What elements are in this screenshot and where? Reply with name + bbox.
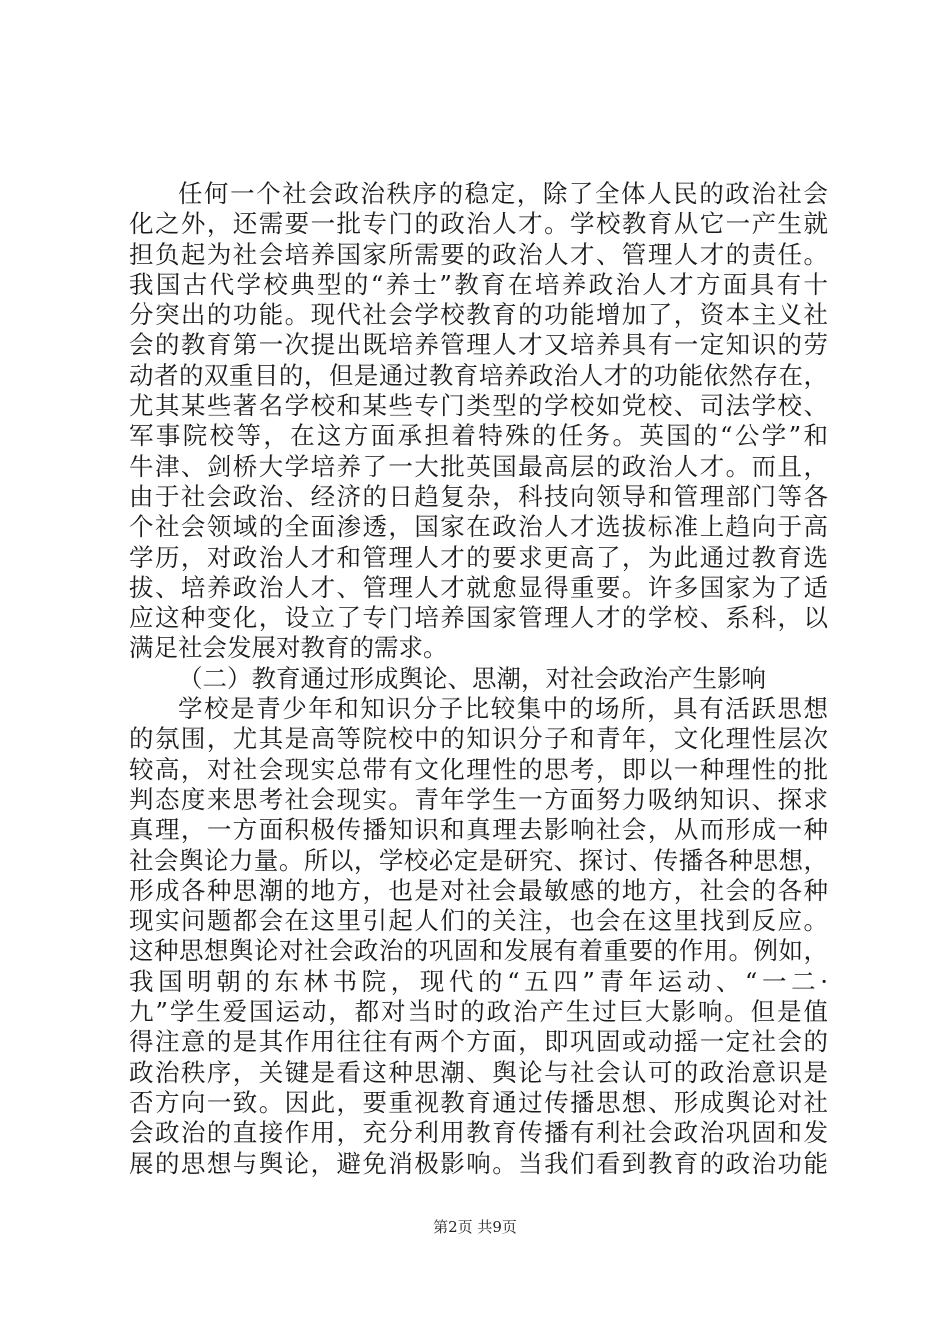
paragraph-1 [129,179,828,664]
text-line: 现实问题都会在这里引起人们的关注，也会在这里找到反应。 [129,906,828,936]
text-line: 学历，对政治人才和管理人才的要求更高了，为此通过教育选 [129,542,828,572]
text-line: 尤其某些著名学校和某些专门类型的学校如党校、司法学校、 [129,391,828,421]
text-line: 真理，一方面积极传播知识和真理去影响社会，从而形成一种 [129,815,828,845]
text-line: 应这种变化，设立了专门培养国家管理人才的学校、系科，以 [129,603,828,633]
text-line: 动者的双重目的，但是通过教育培养政治人才的功能依然存在， [129,360,828,390]
text-line: 我国明朝的东林书院，现代的“五四”青年运动、“一二· [129,966,828,996]
text-line: 拔、培养政治人才、管理人才就愈显得重要。许多国家为了适 [129,572,828,602]
text-line: 社会舆论力量。所以，学校必定是研究、探讨、传播各种思想， [129,845,828,875]
text-line: 否方向一致。因此，要重视教育通过传播思想、形成舆论对社 [129,1087,828,1117]
page-number-footer: 第2页 共9页 [433,1218,517,1236]
text-line: 满足社会发展对教育的需求。 [129,633,448,663]
text-line: 担负起为社会培养国家所需要的政治人才、管理人才的责任。 [129,239,828,269]
text-line: 个社会领域的全面渗透，国家在政治人才选拔标准上趋向于高 [129,512,828,542]
text-line: 牛津、剑桥大学培养了一大批英国最高层的政治人才。而且， [129,451,828,481]
text-line: 形成各种思潮的地方，也是对社会最敏感的地方，社会的各种 [129,875,828,905]
text-line: 会政治的直接作用，充分利用教育传播有利社会政治巩固和发 [129,1118,828,1148]
text-line: 得注意的是其作用往往有两个方面，即巩固或动摇一定社会的 [129,1027,828,1057]
text-line: 这种思想舆论对社会政治的巩固和发展有着重要的作用。例如， [129,936,828,966]
text-line: 我国古代学校典型的“养士”教育在培养政治人才方面具有十 [129,269,828,299]
text-line: 政治秩序，关键是看这种思潮、舆论与社会认可的政治意识是 [129,1057,828,1087]
text-line: 学校是青少年和知识分子比较集中的场所，具有活跃思想 [178,694,828,724]
text-line: 判态度来思考社会现实。青年学生一方面努力吸纳知识、探求 [129,784,828,814]
text-line: 九”学生爱国运动，都对当时的政治产生过巨大影响。但是值 [129,997,828,1027]
text-line: 由于社会政治、经济的日趋复杂，科技向领导和管理部门等各 [129,481,828,511]
text-line: 的氛围，尤其是高等院校中的知识分子和青年，文化理性层次 [129,724,828,754]
text-line: 展的思想与舆论，避免消极影响。当我们看到教育的政治功能 [129,1148,828,1178]
text-line: 化之外，还需要一批专门的政治人才。学校教育从它一产生就 [129,209,828,239]
text-line: 分突出的功能。现代社会学校教育的功能增加了，资本主义社 [129,300,828,330]
text-line: 任何一个社会政治秩序的稳定，除了全体人民的政治社会 [178,179,828,208]
document-body [129,179,828,1179]
text-line: 较高，对社会现实总带有文化理性的思考，即以一种理性的批 [129,754,828,784]
text-line: 会的教育第一次提出既培养管理人才又培养具有一定知识的劳 [129,330,828,360]
text-line: 军事院校等，在这方面承担着特殊的任务。英国的“公学”和 [129,421,828,451]
section-heading: （二）教育通过形成舆论、思潮，对社会政治产生影响 [178,663,766,693]
paragraph-2 [129,694,828,1179]
